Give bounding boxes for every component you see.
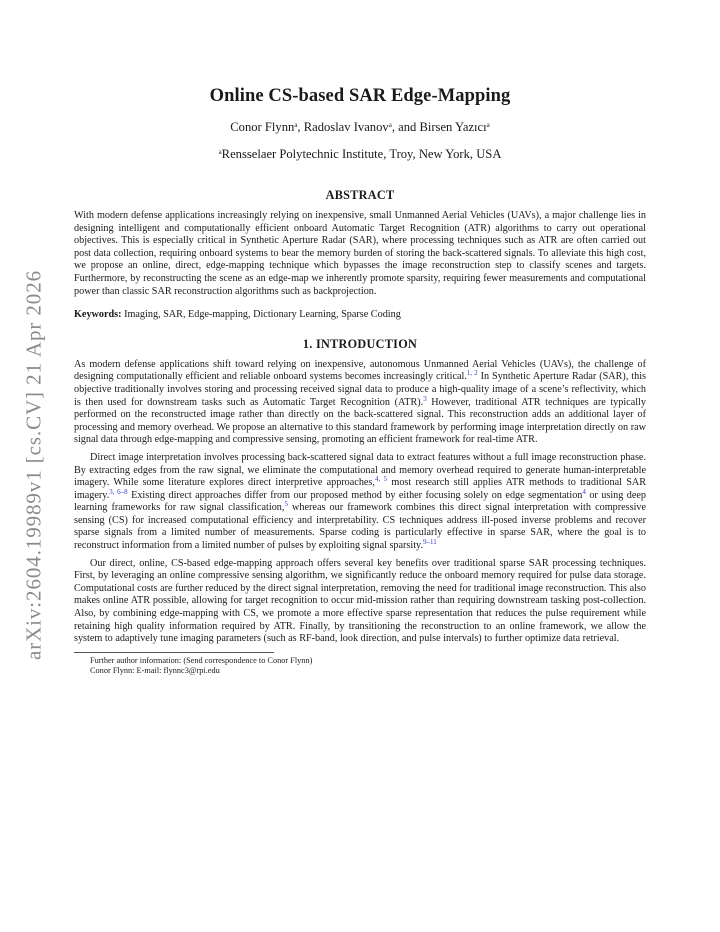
author-affiliation-mark: a bbox=[486, 121, 490, 129]
citation-link[interactable]: 1, 2 bbox=[466, 369, 478, 378]
paragraph-text: whereas our framework combines this direct signal interpretation with compressive sensing (CS) for increased computational efficiency and interpretability. CS techniques address ill-posed inverse problems and recover sparse signals from a limited number of measurements. Sparse coding is particularly effective in sparse SAR, where the goal is to reconstruct information from a limited number of pulses by exploiting signal sparsity. bbox=[74, 502, 647, 552]
affiliation bbox=[74, 147, 646, 162]
paragraph-text: As modern defense applications shift toward relying on inexpensive, autonomous Unmanned Aerial Vehicles (UAVs), the challenge of designing computationally efficient and reliable onboard systems becomes increasingly critical. bbox=[74, 358, 646, 383]
paragraph-text: Direct image interpretation involves processing back-scattered signal data to extract features without a full image reconstruction phase. By extracting edges from the raw signal, we eliminate the computational and memory overhead required to generate human-interpretable imagery. While some literature explores direct interpretive approaches, bbox=[74, 451, 646, 489]
author-affiliation-mark: a bbox=[388, 121, 392, 129]
citation-link[interactable]: 4, 5 bbox=[374, 475, 388, 484]
author-separator: , and bbox=[391, 120, 420, 134]
paragraph-text: Existing direct approaches differ from our proposed method by either focusing solely on edge segmentation bbox=[127, 489, 583, 501]
introduction-paragraph-2 bbox=[74, 452, 646, 553]
footnote-divider bbox=[74, 652, 274, 653]
citation-link[interactable]: 3 bbox=[423, 394, 427, 403]
author-name: Birsen Yazıcı bbox=[419, 120, 487, 134]
keywords-line bbox=[74, 309, 646, 322]
affiliation-text: Rensselaer Polytechnic Institute, Troy, New York, USA bbox=[221, 147, 502, 161]
author-list bbox=[74, 120, 646, 135]
paragraph-text: or using deep learning frameworks for raw signal classification, bbox=[74, 489, 647, 514]
introduction-heading: 1. INTRODUCTION bbox=[302, 336, 418, 351]
paragraph-text: In Synthetic Aperture Radar (SAR), this objective traditionally involves storing and processing received signal data to produce a high-quality image of a scene’s reflectivity, which is then used for downstream tasks such as Automatic Target Recognition (ATR). bbox=[74, 371, 646, 408]
author-separator: , bbox=[297, 120, 304, 134]
arxiv-identifier-margin bbox=[0, 0, 70, 932]
footnote-author-info: Further author information: (Send correspondence to Conor Flynn) bbox=[90, 655, 313, 665]
abstract-body: With modern defense applications increasingly relying on inexpensive, small Unmanned Aerial Vehicles (UAVs), a major challenge lies in designing intelligent and computationally efficient onboard Automatic Target Recognition (ATR) algorithms to carry out operational objectives. This is especially critical in Synthetic Aperture Radar (SAR), where processing techniques such as ATR are often carried out post data collection, requiring onboard systems to bear the memory burden of storing the back-scattered signals. To alleviate this high cost, we propose an online, direct, edge-mapping technique which bypasses the image reconstruction step to classify scenes and targets. Furthermore, by reconstructing the scene as an edge-map we inherently promote sparsity, requiring fewer measurements and computational power than classic SAR reconstruction algorithms such as backprojection. bbox=[74, 210, 646, 297]
paper-page bbox=[74, 86, 646, 677]
author-affiliation-mark: a bbox=[294, 121, 298, 129]
introduction-paragraph-3: Our direct, online, CS-based edge-mapping approach offers several key benefits over traditional sparse SAR processing techniques. First, by leveraging an online compressive sensing algorithm, we significantly reduce the onboard memory required for pulse data storage. Computational costs are further reduced by the direct signal interpretation, removing the need for traditional image reconstruction. This also makes online ATR possible, allowing for target recognition to occur mid-mission rather than requiring downstream tasking post-collection. Also, by combining edge-mapping with CS, we promote a more effective sparse representation that reduces the pulse requirement while retaining high quality information required by ATR. Finally, by transitioning the reconstruction to an online framework, we allow the system to adaptively tune imaging parameters (such as RF-band, look direction, and pulse intervals) to further optimize data retrieval. bbox=[74, 557, 646, 645]
arxiv-identifier: arXiv:2604.19989v1 [cs.CV] 21 Apr 2026 bbox=[21, 269, 46, 661]
paragraph-text: most research still applies ATR methods to traditional SAR imagery. bbox=[74, 477, 647, 501]
keywords-label: Keywords: bbox=[74, 309, 122, 321]
author-name: Conor Flynn bbox=[230, 120, 295, 134]
paper-title: Online CS-based SAR Edge-Mapping bbox=[209, 86, 511, 106]
abstract-heading: ABSTRACT bbox=[325, 188, 395, 202]
paragraph-text: However, traditional ATR techniques are typically performed on the reconstructed image rather than directly on the back-scattered signal. This reconstruction adds an additional layer of processing and memory overhead. We propose an alternative to this standard framework by performing image interpretation directly on raw signal data through edge-mapping and compressive sensing, promoting an efficient framework for real-time ATR. bbox=[74, 396, 646, 446]
citation-link[interactable]: 5 bbox=[284, 500, 288, 509]
affiliation-mark: a bbox=[218, 148, 222, 156]
keywords-list: Imaging, SAR, Edge-mapping, Dictionary Learning, Sparse Coding bbox=[124, 309, 401, 321]
citation-link[interactable]: 9–11 bbox=[423, 538, 437, 547]
footnote-contact-email: Conor Flynn: E-mail: flynnc3@rpi.edu bbox=[90, 666, 220, 676]
author-name: Radoslav Ivanov bbox=[303, 120, 389, 134]
introduction-paragraph-1 bbox=[74, 359, 646, 447]
citation-link[interactable]: 3, 6–8 bbox=[109, 487, 128, 496]
citation-link[interactable]: 4 bbox=[582, 487, 586, 496]
